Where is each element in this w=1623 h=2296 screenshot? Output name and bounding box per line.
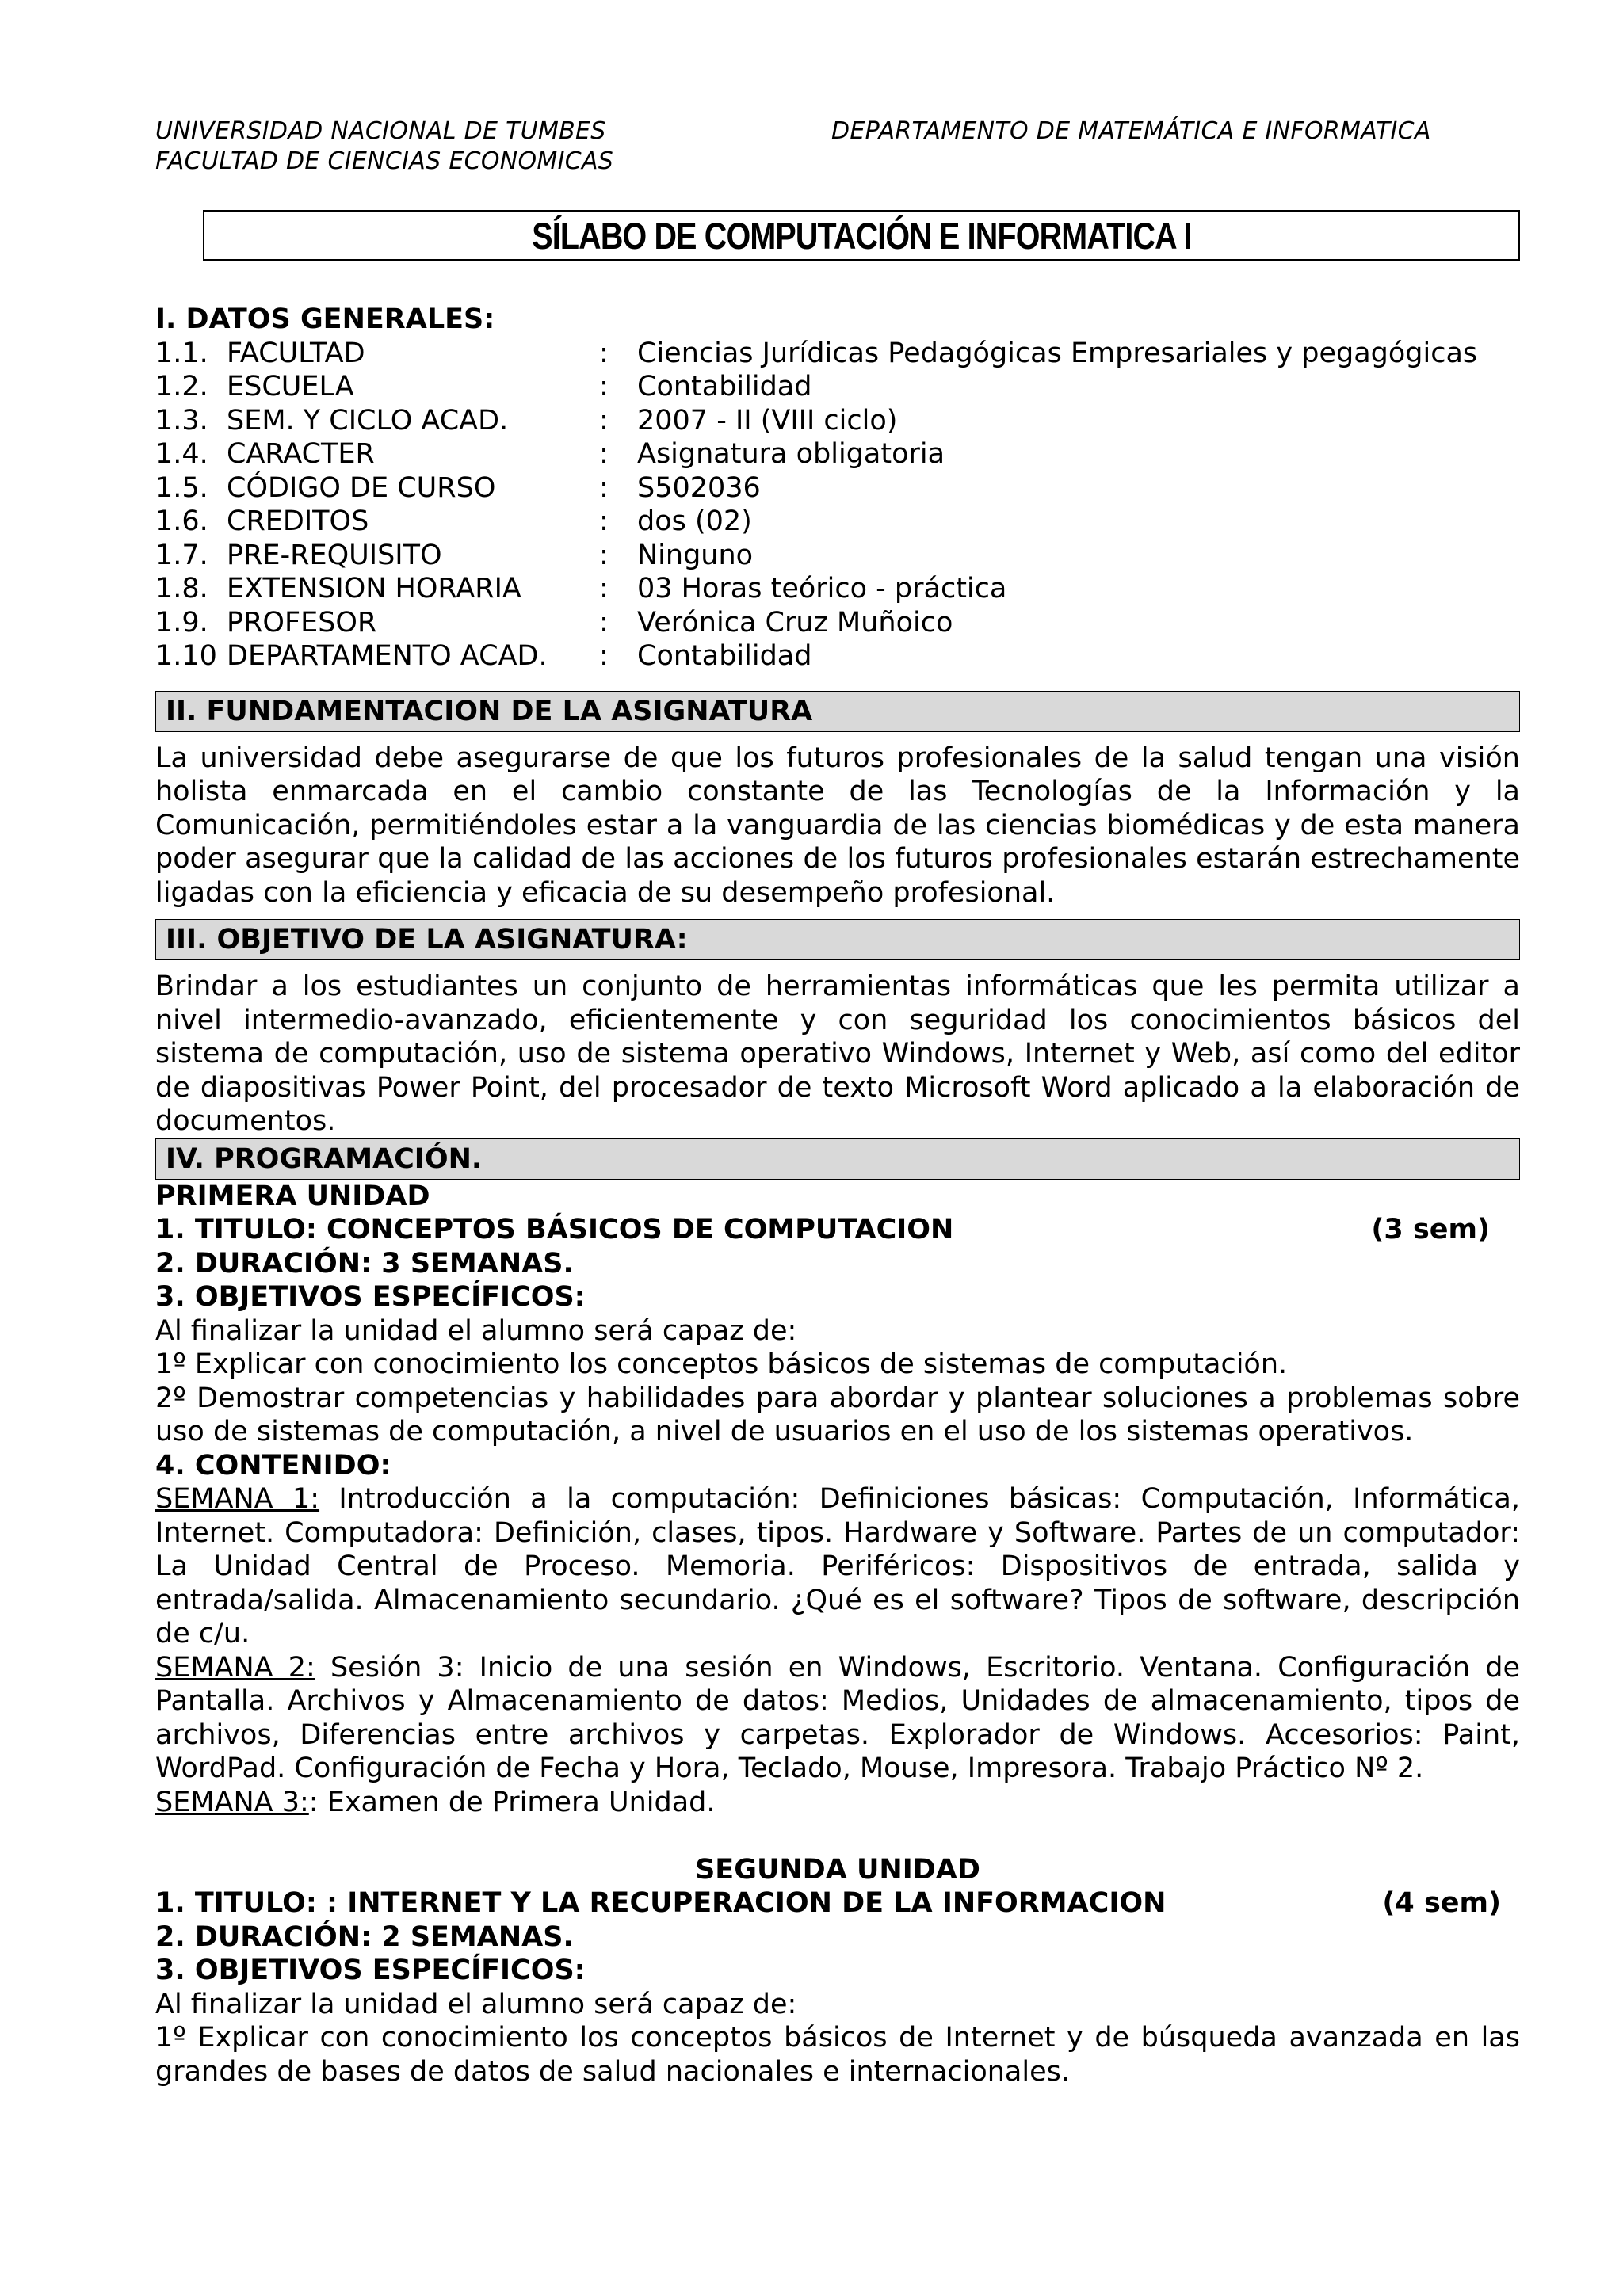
institution-header [155, 116, 613, 177]
week2-label: SEMANA 2: [155, 1651, 315, 1684]
document-body [155, 303, 1520, 2088]
unit1-duration: 2. DURACIÓN: 3 SEMANAS. [155, 1247, 574, 1280]
general-data-colon: : [599, 606, 609, 639]
general-data-label: SEM. Y CICLO ACAD. [227, 404, 509, 437]
unit2-title-row [155, 1886, 1520, 1920]
general-data-number: 1.7. [155, 539, 208, 571]
general-data-label: PROFESOR [227, 606, 377, 639]
unit2-name: SEGUNDA UNIDAD [695, 1853, 980, 1886]
general-data-row [155, 606, 1520, 640]
general-data-row [155, 471, 1520, 505]
faculty-name: FACULTAD DE CIENCIAS ECONOMICAS [155, 147, 614, 175]
general-data-label: ESCUELA [227, 371, 354, 402]
general-data-label: EXTENSION HORARIA [227, 573, 521, 605]
general-data-row [155, 437, 1520, 471]
fundamentacion-heading: II. FUNDAMENTACION DE LA ASIGNATURA [155, 691, 1520, 732]
general-data-colon: : [599, 471, 609, 504]
unit2-objectives-intro: Al finalizar la unidad el alumno será capaz de: [155, 1988, 797, 2020]
objetivo-text: Brindar a los estudiantes un conjunto de herramientas informáticas que les permita utilizar a nivel intermedio-avanzado, eficientemente y con seguridad los conocimientos básicos del sistema de computación, uso de sistema operativo Windows, Internet y Web, así como del editor de diapositivas Power Point, del procesador de texto Microsoft Word aplicado a la elaboración de documentos. [155, 971, 1520, 1137]
week2-paragraph [155, 1651, 1520, 1786]
department-name: DEPARTAMENTO DE MATEMÁTICA E INFORMATICA [831, 117, 1431, 145]
week3-label: SEMANA 3: [155, 1786, 309, 1818]
general-data-label: FACULTAD [227, 337, 365, 369]
syllabus-title-box [203, 210, 1520, 261]
general-data-value: Verónica Cruz Muñoico [637, 606, 953, 639]
general-data-number: 1.5. [155, 471, 208, 504]
university-name: UNIVERSIDAD NACIONAL DE TUMBES [155, 117, 606, 145]
unit1-content-heading: 4. CONTENIDO: [155, 1449, 391, 1482]
general-data-value: 03 Horas teórico - práctica [637, 573, 1007, 605]
objetivo-heading: III. OBJETIVO DE LA ASIGNATURA: [155, 919, 1520, 960]
unit2-duration: 2. DURACIÓN: 2 SEMANAS. [155, 1920, 574, 1953]
unit2-weeks: (4 sem) [1382, 1887, 1501, 1919]
general-data-colon: : [599, 573, 609, 605]
general-data-colon: : [599, 640, 609, 672]
general-data-value: Ninguno [637, 539, 754, 571]
general-data-number: 1.2. [155, 371, 208, 402]
unit1-weeks: (3 sem) [1371, 1214, 1490, 1245]
syllabus-title: SÍLABO DE COMPUTACIÓN E INFORMATICA I [531, 214, 1192, 257]
general-data-colon: : [599, 337, 609, 369]
general-data-row [155, 370, 1520, 404]
general-data-value: S502036 [637, 471, 761, 504]
general-data-row [155, 337, 1520, 371]
general-data-colon: : [599, 371, 609, 402]
general-data-colon: : [599, 505, 609, 537]
general-data-list [155, 337, 1520, 673]
week3-text: : Examen de Primera Unidad. [308, 1786, 716, 1818]
general-data-value: Contabilidad [637, 371, 812, 402]
general-data-row [155, 505, 1520, 539]
unit1-objectives-intro: Al finalizar la unidad el alumno será capaz de: [155, 1314, 797, 1347]
unit1-name: PRIMERA UNIDAD [155, 1180, 430, 1212]
general-data-number: 1.6. [155, 505, 208, 537]
unit2-objectives-heading: 3. OBJETIVOS ESPECÍFICOS: [155, 1955, 586, 1986]
general-data-number: 1.9. [155, 606, 208, 639]
fundamentacion-text: La universidad debe asegurarse de que los futuros profesionales de la salud tengan una visión holista enmarcada en el cambio constante de las Tecnologías de la Información y la Comunicación, permitiéndoles estar a la vanguardia de las ciencias biomédicas y de esta manera poder asegurar que la calidad de las acciones de los futuros profesionales estarán estrechamente ligadas con la eficiencia y eficacia de su desempeño profesional. [155, 742, 1520, 909]
week1-text: Introducción a la computación: Definiciones básicas: Computación, Informática, Internet. Computadora: Definición, clases, tipos. Hardware y Software. Partes de un computador: La Unidad Central de Proceso. Memoria. Periféricos: Dispositivos de entrada, salida y entrada/salida. Almacenamiento secundario. ¿Qué es el software? Tipos de software, descripción de c/u. [155, 1483, 1520, 1650]
unit1-objectives-heading: 3. OBJETIVOS ESPECÍFICOS: [155, 1281, 586, 1313]
general-data-row [155, 639, 1520, 673]
general-data-colon: : [599, 438, 609, 470]
general-data-colon: : [599, 539, 609, 571]
week2-text: Sesión 3: Inicio de una sesión en Windows, Escritorio. Ventana. Configuración de Pantalla. Archivos y Almacenamiento de datos: Medios, Unidades de almacenamiento, tipos de archivos, Diferencias entre archivos y carpetas. Explorador de Windows. Accesorios: Paint, WordPad. Configuración de Fecha y Hora, Teclado, Mouse, Impresora. Trabajo Práctico Nº 2. [155, 1651, 1520, 1784]
general-data-number: 1.3. [155, 404, 208, 437]
general-data-heading: I. DATOS GENERALES: [155, 303, 495, 335]
general-data-label: PRE-REQUISITO [227, 539, 442, 571]
general-data-value: Asignatura obligatoria [637, 438, 945, 470]
general-data-number: 1.8. [155, 573, 208, 605]
general-data-row [155, 572, 1520, 606]
general-data-value: 2007 - II (VIII ciclo) [637, 404, 898, 437]
unit1-objective-1: 1º Explicar con conocimiento los conceptos básicos de sistemas de computación. [155, 1348, 1288, 1380]
unit1-title-row [155, 1213, 1520, 1247]
general-data-value: dos (02) [637, 505, 752, 537]
general-data-row [155, 404, 1520, 438]
general-data-label: CREDITOS [227, 505, 369, 537]
general-data-number: 1.4. [155, 438, 208, 470]
unit2-title: 1. TITULO: : INTERNET Y LA RECUPERACION DE LA INFORMACION [155, 1887, 1167, 1919]
general-data-colon: : [599, 404, 609, 437]
unit2-objective-1: 1º Explicar con conocimiento los conceptos básicos de Internet y de búsqueda avanzada en las grandes de bases de datos de salud nacionales e internacionales. [155, 2022, 1520, 2088]
week1-paragraph [155, 1482, 1520, 1651]
general-data-label: CARACTER [227, 438, 375, 470]
general-data-value: Ciencias Jurídicas Pedagógicas Empresariales y pegagógicas [637, 337, 1478, 369]
unit1-objective-2: 2º Demostrar competencias y habilidades para abordar y plantear soluciones a problemas sobre uso de sistemas de computación, a nivel de usuarios en el uso de los sistemas operativos. [155, 1382, 1520, 1447]
general-data-number: 1.10 [155, 640, 217, 672]
unit1-title: 1. TITULO: CONCEPTOS BÁSICOS DE COMPUTACION [155, 1214, 954, 1245]
week3-paragraph [155, 1786, 1520, 1820]
programacion-heading: IV. PROGRAMACIÓN. [155, 1138, 1520, 1180]
week1-label: SEMANA 1: [155, 1483, 320, 1515]
general-data-row [155, 539, 1520, 573]
general-data-label: DEPARTAMENTO ACAD. [227, 640, 548, 672]
general-data-label: CÓDIGO DE CURSO [227, 471, 496, 504]
general-data-value: Contabilidad [637, 640, 812, 672]
general-data-number: 1.1. [155, 337, 208, 369]
